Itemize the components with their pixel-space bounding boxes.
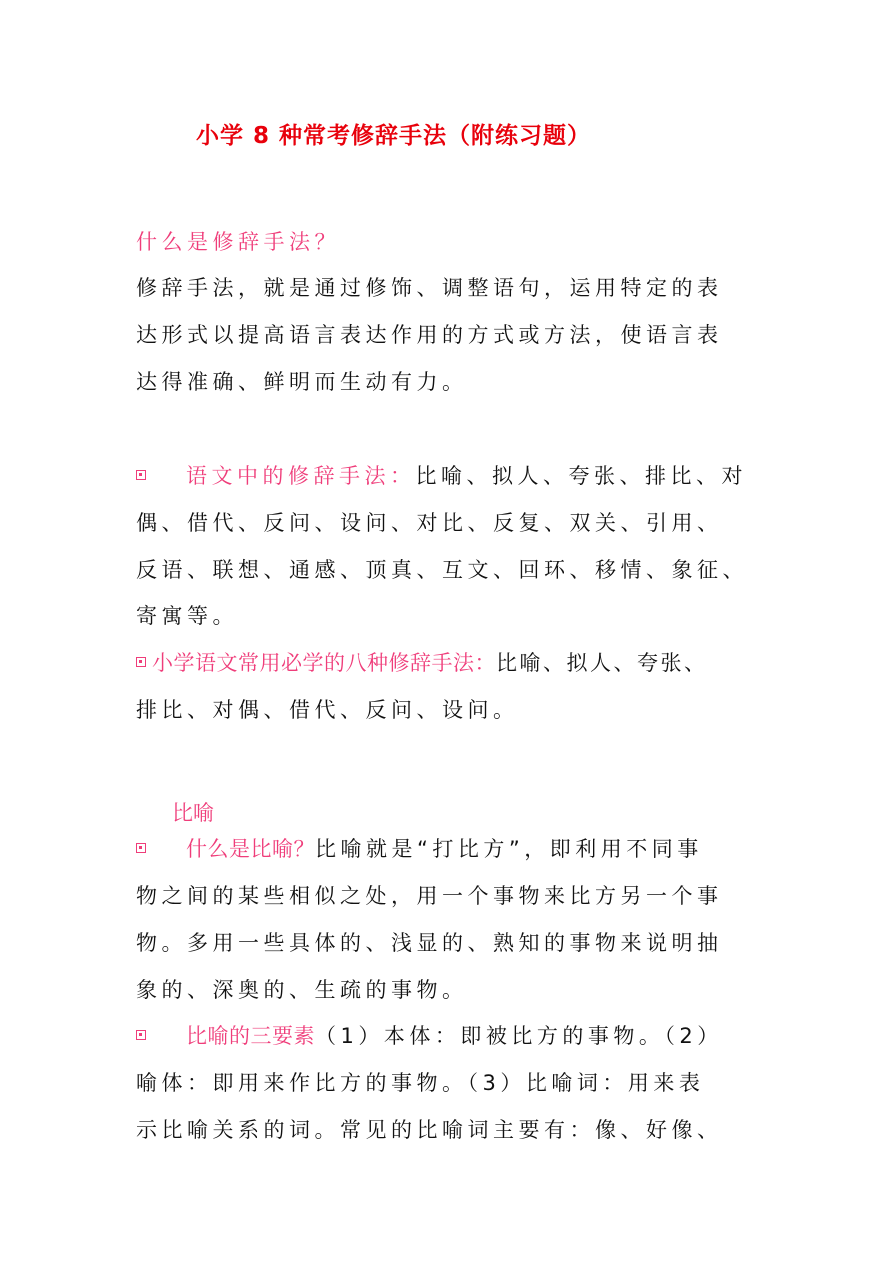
metaphor-elements-first-line [136, 1021, 723, 1051]
metaphor-elements-line: 喻体：即用来作比方的事物。（3）比喻词：用来表 [136, 1071, 705, 1095]
intro-line: 达形式以提高语言表达作用的方式或方法，使语言表 [136, 323, 723, 347]
metaphor-def-text: 比喻就是“打比方”，即利用不同事 [315, 837, 703, 861]
bullet-icon [136, 843, 146, 853]
intro-line: 修辞手法，就是通过修饰、调整语句，运用特定的表 [136, 276, 723, 300]
list1-label: 语文中的修辞手法： [186, 464, 416, 488]
metaphor-def-first-line [136, 834, 703, 864]
metaphor-def-line: 象的、深奥的、生疏的事物。 [136, 978, 468, 1002]
bullet-icon [136, 1030, 146, 1040]
bullet-icon [136, 470, 146, 480]
list2-line: 排比、对偶、借代、反问、设问。 [136, 698, 519, 722]
bullet-icon [136, 657, 146, 667]
list1-text: 比喻、拟人、夸张、排比、对 [415, 464, 747, 488]
list1-line: 寄寓等。 [136, 604, 238, 628]
metaphor-elements-line: 示比喻关系的词。常见的比喻词主要有：像、好像、 [136, 1118, 723, 1142]
list2-label: 小学语文常用必学的八种修辞手法： [152, 651, 496, 675]
metaphor-def-line: 物。多用一些具体的、浅显的、熟知的事物来说明抽 [136, 931, 723, 955]
metaphor-elements-label: 比喻的三要素 [186, 1024, 315, 1048]
list1-first-line [136, 461, 747, 491]
metaphor-def-line: 物之间的某些相似之处，用一个事物来比方另一个事 [136, 884, 723, 908]
intro-line: 达得准确、鲜明而生动有力。 [136, 370, 468, 394]
document-title: 小学 8 种常考修辞手法（附练习题） [196, 123, 592, 149]
list2-first-line [136, 648, 708, 678]
list1-line: 反语、联想、通感、顶真、互文、回环、移情、象征、 [136, 558, 748, 582]
metaphor-def-label: 什么是比喻？ [186, 837, 315, 861]
metaphor-elements-text: （1）本体：即被比方的事物。（2） [315, 1024, 723, 1048]
list1-line: 偶、借代、反问、设问、对比、反复、双关、引用、 [136, 511, 723, 535]
list2-text: 比喻、拟人、夸张、 [496, 651, 708, 675]
section-title: 比喻 [172, 801, 214, 825]
intro-heading: 什么是修辞手法？ [136, 230, 340, 254]
